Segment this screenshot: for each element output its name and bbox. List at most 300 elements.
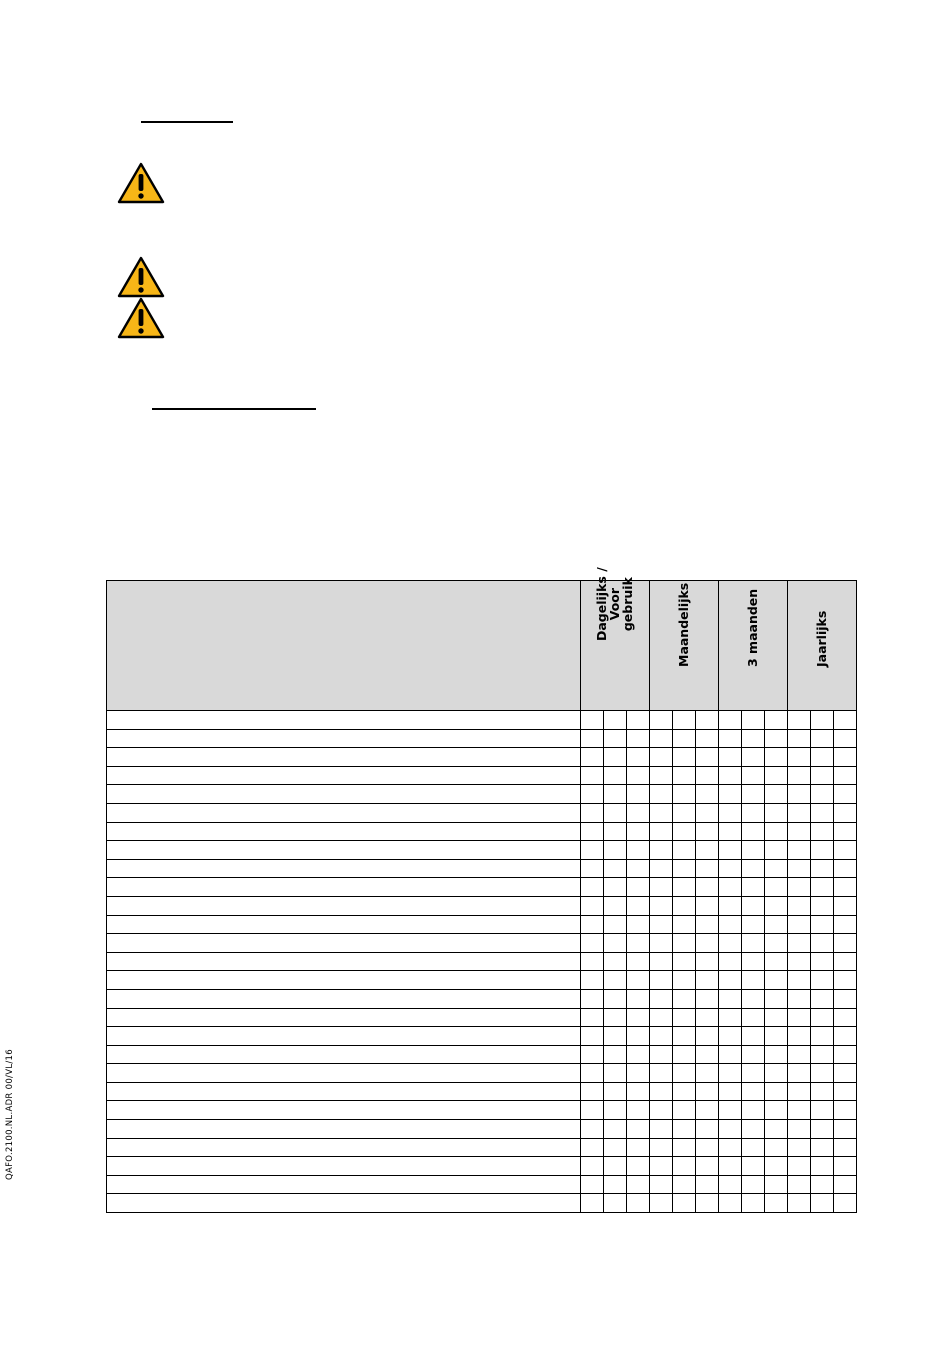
check-cell[interactable]	[650, 1157, 673, 1176]
check-cell[interactable]	[834, 989, 857, 1008]
check-cell[interactable]	[765, 748, 788, 767]
check-cell[interactable]	[604, 766, 627, 785]
task-cell[interactable]	[107, 1064, 581, 1083]
check-cell[interactable]	[719, 1045, 742, 1064]
check-cell[interactable]	[834, 1082, 857, 1101]
check-cell[interactable]	[627, 971, 650, 990]
check-cell[interactable]	[627, 803, 650, 822]
check-cell[interactable]	[627, 1120, 650, 1139]
check-cell[interactable]	[696, 785, 719, 804]
check-cell[interactable]	[604, 1194, 627, 1213]
check-cell[interactable]	[696, 1082, 719, 1101]
check-cell[interactable]	[834, 859, 857, 878]
task-cell[interactable]	[107, 989, 581, 1008]
check-cell[interactable]	[742, 711, 765, 730]
check-cell[interactable]	[581, 1194, 604, 1213]
check-cell[interactable]	[650, 1194, 673, 1213]
check-cell[interactable]	[765, 1157, 788, 1176]
check-cell[interactable]	[650, 1138, 673, 1157]
check-cell[interactable]	[834, 1101, 857, 1120]
check-cell[interactable]	[581, 934, 604, 953]
check-cell[interactable]	[811, 1157, 834, 1176]
check-cell[interactable]	[696, 803, 719, 822]
check-cell[interactable]	[650, 766, 673, 785]
check-cell[interactable]	[581, 1045, 604, 1064]
check-cell[interactable]	[719, 915, 742, 934]
check-cell[interactable]	[765, 915, 788, 934]
check-cell[interactable]	[581, 1082, 604, 1101]
check-cell[interactable]	[811, 1175, 834, 1194]
check-cell[interactable]	[696, 934, 719, 953]
check-cell[interactable]	[604, 1027, 627, 1046]
check-cell[interactable]	[627, 1008, 650, 1027]
check-cell[interactable]	[673, 1138, 696, 1157]
check-cell[interactable]	[742, 878, 765, 897]
check-cell[interactable]	[834, 934, 857, 953]
check-cell[interactable]	[604, 859, 627, 878]
check-cell[interactable]	[627, 1194, 650, 1213]
check-cell[interactable]	[604, 729, 627, 748]
check-cell[interactable]	[788, 1120, 811, 1139]
check-cell[interactable]	[673, 1027, 696, 1046]
check-cell[interactable]	[696, 1138, 719, 1157]
check-cell[interactable]	[673, 803, 696, 822]
check-cell[interactable]	[811, 1138, 834, 1157]
check-cell[interactable]	[581, 989, 604, 1008]
check-cell[interactable]	[650, 989, 673, 1008]
check-cell[interactable]	[811, 1045, 834, 1064]
task-cell[interactable]	[107, 1194, 581, 1213]
check-cell[interactable]	[765, 878, 788, 897]
check-cell[interactable]	[627, 878, 650, 897]
check-cell[interactable]	[581, 1138, 604, 1157]
check-cell[interactable]	[673, 859, 696, 878]
check-cell[interactable]	[696, 915, 719, 934]
check-cell[interactable]	[788, 1157, 811, 1176]
check-cell[interactable]	[788, 1008, 811, 1027]
check-cell[interactable]	[765, 1120, 788, 1139]
task-cell[interactable]	[107, 1120, 581, 1139]
check-cell[interactable]	[627, 896, 650, 915]
check-cell[interactable]	[673, 1064, 696, 1083]
check-cell[interactable]	[719, 1157, 742, 1176]
check-cell[interactable]	[581, 785, 604, 804]
task-cell[interactable]	[107, 1138, 581, 1157]
check-cell[interactable]	[696, 841, 719, 860]
check-cell[interactable]	[581, 1064, 604, 1083]
check-cell[interactable]	[765, 934, 788, 953]
check-cell[interactable]	[604, 1045, 627, 1064]
check-cell[interactable]	[719, 952, 742, 971]
check-cell[interactable]	[604, 1120, 627, 1139]
check-cell[interactable]	[742, 1082, 765, 1101]
check-cell[interactable]	[581, 952, 604, 971]
check-cell[interactable]	[765, 1101, 788, 1120]
check-cell[interactable]	[719, 785, 742, 804]
check-cell[interactable]	[627, 1175, 650, 1194]
task-cell[interactable]	[107, 748, 581, 767]
check-cell[interactable]	[788, 878, 811, 897]
task-cell[interactable]	[107, 1157, 581, 1176]
check-cell[interactable]	[696, 1064, 719, 1083]
check-cell[interactable]	[834, 1120, 857, 1139]
task-cell[interactable]	[107, 729, 581, 748]
check-cell[interactable]	[719, 934, 742, 953]
check-cell[interactable]	[650, 1082, 673, 1101]
check-cell[interactable]	[627, 785, 650, 804]
check-cell[interactable]	[742, 803, 765, 822]
check-cell[interactable]	[604, 1138, 627, 1157]
check-cell[interactable]	[581, 841, 604, 860]
check-cell[interactable]	[604, 1175, 627, 1194]
check-cell[interactable]	[742, 1064, 765, 1083]
check-cell[interactable]	[604, 803, 627, 822]
check-cell[interactable]	[788, 748, 811, 767]
check-cell[interactable]	[742, 1120, 765, 1139]
check-cell[interactable]	[650, 1120, 673, 1139]
task-cell[interactable]	[107, 841, 581, 860]
check-cell[interactable]	[604, 952, 627, 971]
check-cell[interactable]	[696, 1027, 719, 1046]
check-cell[interactable]	[673, 711, 696, 730]
check-cell[interactable]	[696, 1194, 719, 1213]
check-cell[interactable]	[742, 1157, 765, 1176]
check-cell[interactable]	[788, 822, 811, 841]
check-cell[interactable]	[742, 859, 765, 878]
check-cell[interactable]	[834, 803, 857, 822]
check-cell[interactable]	[673, 785, 696, 804]
check-cell[interactable]	[650, 915, 673, 934]
check-cell[interactable]	[834, 822, 857, 841]
check-cell[interactable]	[719, 711, 742, 730]
check-cell[interactable]	[627, 1082, 650, 1101]
check-cell[interactable]	[673, 1082, 696, 1101]
check-cell[interactable]	[604, 915, 627, 934]
check-cell[interactable]	[788, 896, 811, 915]
check-cell[interactable]	[719, 878, 742, 897]
check-cell[interactable]	[811, 878, 834, 897]
check-cell[interactable]	[719, 1064, 742, 1083]
check-cell[interactable]	[834, 748, 857, 767]
check-cell[interactable]	[581, 878, 604, 897]
task-cell[interactable]	[107, 896, 581, 915]
check-cell[interactable]	[719, 859, 742, 878]
check-cell[interactable]	[627, 748, 650, 767]
check-cell[interactable]	[742, 748, 765, 767]
check-cell[interactable]	[581, 1157, 604, 1176]
check-cell[interactable]	[696, 1175, 719, 1194]
check-cell[interactable]	[811, 785, 834, 804]
check-cell[interactable]	[719, 803, 742, 822]
check-cell[interactable]	[742, 1175, 765, 1194]
check-cell[interactable]	[604, 1008, 627, 1027]
check-cell[interactable]	[604, 822, 627, 841]
check-cell[interactable]	[765, 1194, 788, 1213]
check-cell[interactable]	[811, 841, 834, 860]
check-cell[interactable]	[696, 1101, 719, 1120]
task-cell[interactable]	[107, 952, 581, 971]
check-cell[interactable]	[696, 1157, 719, 1176]
check-cell[interactable]	[604, 934, 627, 953]
check-cell[interactable]	[696, 989, 719, 1008]
check-cell[interactable]	[650, 1008, 673, 1027]
check-cell[interactable]	[834, 971, 857, 990]
check-cell[interactable]	[627, 989, 650, 1008]
check-cell[interactable]	[811, 1082, 834, 1101]
task-cell[interactable]	[107, 1101, 581, 1120]
check-cell[interactable]	[719, 1008, 742, 1027]
check-cell[interactable]	[811, 989, 834, 1008]
check-cell[interactable]	[673, 729, 696, 748]
check-cell[interactable]	[627, 1027, 650, 1046]
check-cell[interactable]	[627, 1138, 650, 1157]
check-cell[interactable]	[834, 766, 857, 785]
check-cell[interactable]	[627, 711, 650, 730]
check-cell[interactable]	[673, 1175, 696, 1194]
check-cell[interactable]	[696, 971, 719, 990]
check-cell[interactable]	[696, 896, 719, 915]
task-cell[interactable]	[107, 971, 581, 990]
check-cell[interactable]	[673, 878, 696, 897]
check-cell[interactable]	[811, 729, 834, 748]
check-cell[interactable]	[673, 934, 696, 953]
check-cell[interactable]	[834, 915, 857, 934]
check-cell[interactable]	[627, 915, 650, 934]
check-cell[interactable]	[627, 1045, 650, 1064]
check-cell[interactable]	[696, 822, 719, 841]
check-cell[interactable]	[604, 841, 627, 860]
check-cell[interactable]	[788, 1138, 811, 1157]
check-cell[interactable]	[742, 1045, 765, 1064]
check-cell[interactable]	[673, 971, 696, 990]
check-cell[interactable]	[834, 1027, 857, 1046]
check-cell[interactable]	[742, 952, 765, 971]
check-cell[interactable]	[765, 1027, 788, 1046]
task-cell[interactable]	[107, 766, 581, 785]
check-cell[interactable]	[604, 989, 627, 1008]
task-cell[interactable]	[107, 803, 581, 822]
check-cell[interactable]	[604, 971, 627, 990]
check-cell[interactable]	[719, 1082, 742, 1101]
check-cell[interactable]	[742, 896, 765, 915]
check-cell[interactable]	[627, 1101, 650, 1120]
check-cell[interactable]	[834, 785, 857, 804]
check-cell[interactable]	[765, 1008, 788, 1027]
check-cell[interactable]	[650, 1027, 673, 1046]
check-cell[interactable]	[788, 934, 811, 953]
check-cell[interactable]	[811, 748, 834, 767]
check-cell[interactable]	[719, 1175, 742, 1194]
check-cell[interactable]	[765, 1175, 788, 1194]
check-cell[interactable]	[811, 1008, 834, 1027]
check-cell[interactable]	[719, 989, 742, 1008]
check-cell[interactable]	[811, 952, 834, 971]
check-cell[interactable]	[834, 1157, 857, 1176]
check-cell[interactable]	[788, 711, 811, 730]
task-cell[interactable]	[107, 878, 581, 897]
check-cell[interactable]	[673, 989, 696, 1008]
check-cell[interactable]	[650, 896, 673, 915]
check-cell[interactable]	[719, 1101, 742, 1120]
check-cell[interactable]	[834, 1138, 857, 1157]
check-cell[interactable]	[719, 822, 742, 841]
check-cell[interactable]	[811, 711, 834, 730]
check-cell[interactable]	[765, 989, 788, 1008]
task-cell[interactable]	[107, 1082, 581, 1101]
check-cell[interactable]	[765, 896, 788, 915]
check-cell[interactable]	[834, 841, 857, 860]
check-cell[interactable]	[673, 952, 696, 971]
check-cell[interactable]	[581, 766, 604, 785]
check-cell[interactable]	[765, 729, 788, 748]
check-cell[interactable]	[581, 748, 604, 767]
check-cell[interactable]	[742, 1101, 765, 1120]
check-cell[interactable]	[834, 1175, 857, 1194]
check-cell[interactable]	[696, 859, 719, 878]
check-cell[interactable]	[673, 896, 696, 915]
check-cell[interactable]	[604, 1082, 627, 1101]
check-cell[interactable]	[650, 859, 673, 878]
check-cell[interactable]	[581, 896, 604, 915]
check-cell[interactable]	[765, 785, 788, 804]
check-cell[interactable]	[834, 1194, 857, 1213]
check-cell[interactable]	[581, 1008, 604, 1027]
task-cell[interactable]	[107, 1175, 581, 1194]
check-cell[interactable]	[811, 822, 834, 841]
check-cell[interactable]	[834, 896, 857, 915]
check-cell[interactable]	[719, 729, 742, 748]
check-cell[interactable]	[834, 1045, 857, 1064]
check-cell[interactable]	[788, 989, 811, 1008]
check-cell[interactable]	[581, 729, 604, 748]
check-cell[interactable]	[627, 952, 650, 971]
check-cell[interactable]	[742, 729, 765, 748]
check-cell[interactable]	[788, 803, 811, 822]
task-cell[interactable]	[107, 711, 581, 730]
check-cell[interactable]	[719, 748, 742, 767]
check-cell[interactable]	[765, 1082, 788, 1101]
check-cell[interactable]	[604, 1157, 627, 1176]
check-cell[interactable]	[834, 1008, 857, 1027]
check-cell[interactable]	[765, 711, 788, 730]
check-cell[interactable]	[788, 1064, 811, 1083]
check-cell[interactable]	[627, 729, 650, 748]
task-cell[interactable]	[107, 1008, 581, 1027]
check-cell[interactable]	[719, 1138, 742, 1157]
check-cell[interactable]	[650, 803, 673, 822]
check-cell[interactable]	[765, 1045, 788, 1064]
check-cell[interactable]	[581, 1175, 604, 1194]
check-cell[interactable]	[788, 971, 811, 990]
check-cell[interactable]	[811, 915, 834, 934]
check-cell[interactable]	[650, 971, 673, 990]
check-cell[interactable]	[650, 841, 673, 860]
check-cell[interactable]	[673, 766, 696, 785]
check-cell[interactable]	[581, 1101, 604, 1120]
check-cell[interactable]	[788, 785, 811, 804]
check-cell[interactable]	[627, 1064, 650, 1083]
check-cell[interactable]	[742, 989, 765, 1008]
check-cell[interactable]	[650, 934, 673, 953]
check-cell[interactable]	[742, 1138, 765, 1157]
check-cell[interactable]	[788, 729, 811, 748]
check-cell[interactable]	[765, 822, 788, 841]
check-cell[interactable]	[650, 785, 673, 804]
check-cell[interactable]	[604, 711, 627, 730]
check-cell[interactable]	[650, 1101, 673, 1120]
check-cell[interactable]	[788, 1082, 811, 1101]
check-cell[interactable]	[742, 1008, 765, 1027]
check-cell[interactable]	[604, 1064, 627, 1083]
check-cell[interactable]	[742, 915, 765, 934]
check-cell[interactable]	[604, 785, 627, 804]
check-cell[interactable]	[811, 803, 834, 822]
check-cell[interactable]	[788, 1101, 811, 1120]
check-cell[interactable]	[811, 896, 834, 915]
check-cell[interactable]	[719, 971, 742, 990]
check-cell[interactable]	[788, 915, 811, 934]
check-cell[interactable]	[673, 1101, 696, 1120]
check-cell[interactable]	[696, 1120, 719, 1139]
check-cell[interactable]	[742, 1194, 765, 1213]
check-cell[interactable]	[788, 1045, 811, 1064]
check-cell[interactable]	[719, 841, 742, 860]
check-cell[interactable]	[696, 952, 719, 971]
check-cell[interactable]	[673, 748, 696, 767]
check-cell[interactable]	[811, 1064, 834, 1083]
check-cell[interactable]	[696, 1045, 719, 1064]
check-cell[interactable]	[673, 1120, 696, 1139]
check-cell[interactable]	[834, 729, 857, 748]
check-cell[interactable]	[581, 1027, 604, 1046]
task-cell[interactable]	[107, 859, 581, 878]
check-cell[interactable]	[788, 1194, 811, 1213]
check-cell[interactable]	[604, 748, 627, 767]
check-cell[interactable]	[765, 859, 788, 878]
check-cell[interactable]	[604, 878, 627, 897]
check-cell[interactable]	[742, 766, 765, 785]
check-cell[interactable]	[650, 748, 673, 767]
check-cell[interactable]	[650, 952, 673, 971]
check-cell[interactable]	[627, 841, 650, 860]
check-cell[interactable]	[650, 1045, 673, 1064]
check-cell[interactable]	[719, 1120, 742, 1139]
check-cell[interactable]	[627, 1157, 650, 1176]
check-cell[interactable]	[673, 822, 696, 841]
task-cell[interactable]	[107, 1027, 581, 1046]
check-cell[interactable]	[811, 1120, 834, 1139]
task-cell[interactable]	[107, 1045, 581, 1064]
check-cell[interactable]	[811, 1101, 834, 1120]
check-cell[interactable]	[581, 822, 604, 841]
check-cell[interactable]	[788, 841, 811, 860]
check-cell[interactable]	[719, 1194, 742, 1213]
check-cell[interactable]	[627, 859, 650, 878]
check-cell[interactable]	[788, 859, 811, 878]
task-cell[interactable]	[107, 934, 581, 953]
check-cell[interactable]	[811, 859, 834, 878]
check-cell[interactable]	[673, 1008, 696, 1027]
check-cell[interactable]	[650, 1175, 673, 1194]
check-cell[interactable]	[719, 1027, 742, 1046]
check-cell[interactable]	[834, 1064, 857, 1083]
check-cell[interactable]	[696, 711, 719, 730]
check-cell[interactable]	[673, 1194, 696, 1213]
check-cell[interactable]	[788, 1175, 811, 1194]
check-cell[interactable]	[650, 822, 673, 841]
check-cell[interactable]	[765, 971, 788, 990]
check-cell[interactable]	[650, 729, 673, 748]
